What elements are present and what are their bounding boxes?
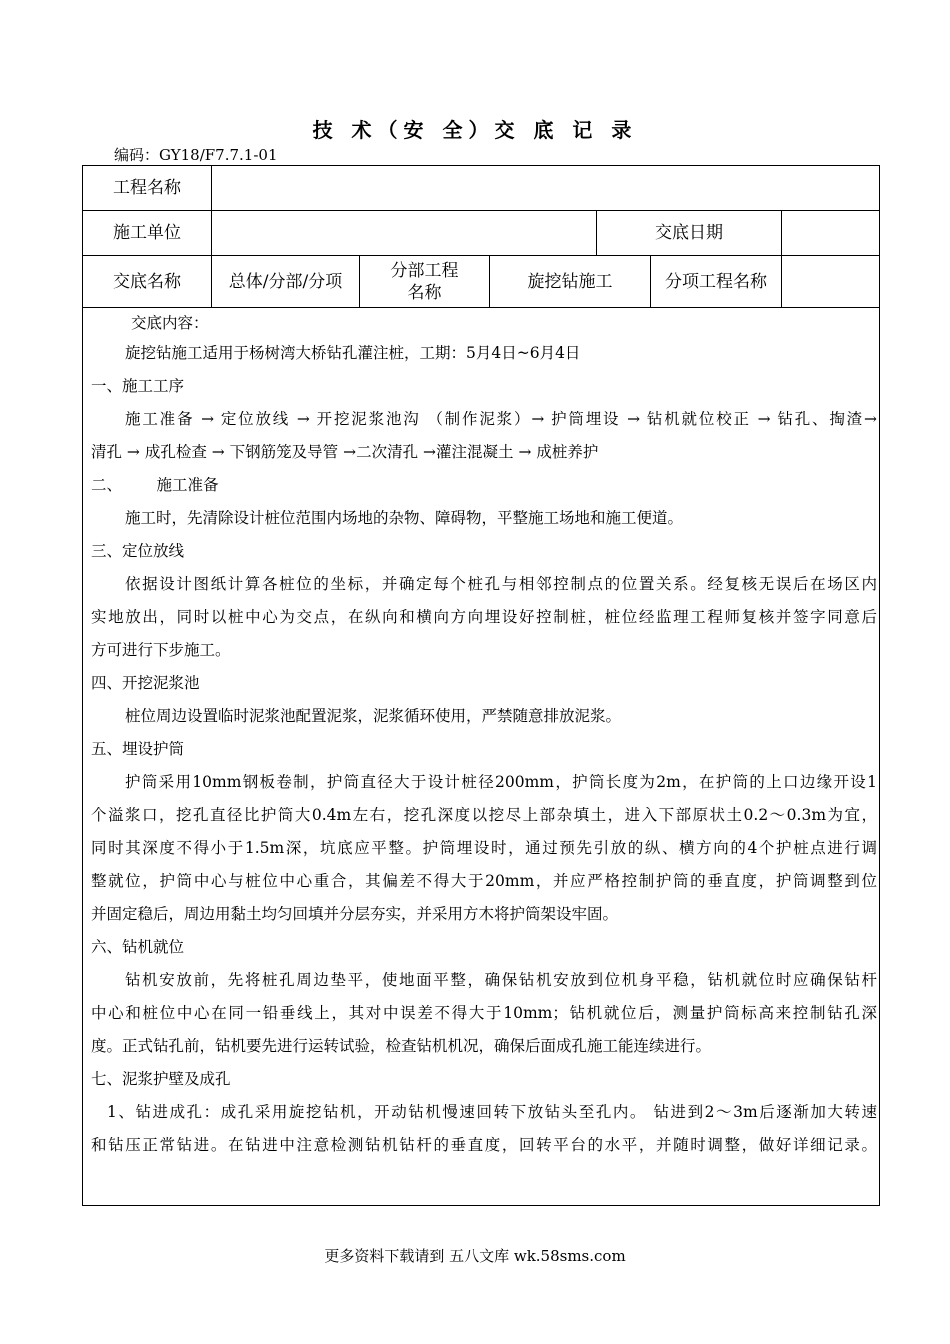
- content-line: 方可进行下步施工。: [91, 641, 231, 659]
- content-line: 中心和桩位中心在同一铅垂线上，其对中误差不得大于10mm；钻机就位后，测量护筒标高来控制钻孔深: [91, 1004, 877, 1022]
- section-heading: 四、开挖泥浆池: [91, 674, 200, 692]
- content-line: 和钻压正常钻进。在钻进中注意检测钻机钻杆的垂直度，回转平台的水平，并随时调整，做好详细记录。: [91, 1136, 877, 1154]
- section-heading: 三、定位放线: [91, 542, 185, 560]
- section-heading: 七、泥浆护壁及成孔: [91, 1070, 231, 1088]
- document-title: 技 术（安 全）交 底 记 录: [312, 118, 638, 142]
- row-project-name: [83, 166, 879, 211]
- topic-label: 交底名称: [113, 271, 181, 292]
- content-line: 桩位周边设置临时泥浆池配置泥浆，泥浆循环使用，严禁随意排放泥浆。: [125, 707, 622, 725]
- row-topic: [83, 256, 879, 308]
- document-code: 编码：GY18/F7.7.1-01: [114, 146, 278, 164]
- date-label: 交底日期: [596, 211, 781, 255]
- row-construction-unit: [83, 211, 879, 256]
- record-table: [82, 165, 880, 1206]
- subproject-value: 旋挖钻施工: [489, 256, 650, 307]
- content-line: 整就位，护筒中心与桩位中心重合，其偏差不得大于20mm，并应严格控制护筒的垂直度，护筒调整到位: [91, 872, 877, 890]
- section-heading: 五、埋设护筒: [91, 740, 185, 758]
- content-line: 施工时，先清除设计桩位范围内场地的杂物、障碍物，平整施工场地和施工便道。: [125, 509, 684, 527]
- unit-value[interactable]: [211, 211, 596, 255]
- unit-label: 施工单位: [113, 223, 181, 243]
- content-line: 同时其深度不得小于1.5m深，坑底应平整。护筒埋设时，通过预先引放的纵、横方向的4个护桩点进行调: [91, 839, 877, 857]
- subproject-label: [359, 256, 489, 307]
- topic-scope: 总体/分部/分项: [211, 256, 359, 307]
- item-label: 分项工程名称: [650, 256, 781, 307]
- project-name-value[interactable]: [211, 166, 879, 210]
- subproject-label-line1: 分部工程: [390, 260, 459, 281]
- section-heading: 六、钻机就位: [91, 938, 185, 956]
- content-line: 依据设计图纸计算各桩位的坐标，并确定每个桩孔与相邻控制点的位置关系。经复核无误后在场区内: [125, 575, 877, 593]
- date-value[interactable]: [781, 211, 879, 255]
- content-line: 个溢浆口，挖孔直径比护筒大0.4m左右，挖孔深度以挖尽上部杂填土，进入下部原状土0.2～0.3m为宜，: [91, 806, 877, 824]
- content-line: 实地放出，同时以桩中心为交点，在纵向和横向方向埋设好控制桩，桩位经监理工程师复核并签字同意后: [91, 608, 877, 626]
- content-line: 度。正式钻孔前，钻机要先进行运转试验，检查钻机机况，确保后面成孔施工能连续进行。: [91, 1037, 712, 1055]
- section-heading: 一、施工工序: [91, 377, 185, 395]
- content-heading: 交底内容：: [131, 314, 209, 332]
- footer-note: 更多资料下载请到 五八文库 wk.58sms.com: [324, 1247, 626, 1265]
- content-line: 并固定稳后，周边用黏土均匀回填并分层夯实，并采用方木将护筒架设牢固。: [91, 905, 619, 923]
- item-value[interactable]: [781, 256, 879, 307]
- section-heading: 二、 施工准备: [91, 476, 219, 494]
- subproject-label-line2: 名称: [407, 282, 442, 303]
- content-line: 钻机安放前，先将桩孔周边垫平，使地面平整，确保钻机安放到位机身平稳，钻机就位时应确保钻杆: [125, 971, 877, 989]
- content-line: 护筒采用10mm钢板卷制，护筒直径大于设计桩径200mm，护筒长度为2m，在护筒的上口边缘开设1: [125, 773, 877, 791]
- project-name-label: 工程名称: [113, 178, 181, 198]
- disclosure-content: [91, 309, 877, 1162]
- content-line: 1、钻进成孔：成孔采用旋挖钻机，开动钻机慢速回转下放钻头至孔内。 钻进到2～3m后逐渐加大转速: [107, 1103, 877, 1121]
- content-line: 施工准备 → 定位放线 → 开挖泥浆池沟 （制作泥浆）→ 护筒埋设 → 钻机就位校正 → 钻孔、掏渣→: [125, 410, 877, 428]
- content-line: 旋挖钻施工适用于杨树湾大桥钻孔灌注桩，工期：5月4日~6月4日: [125, 344, 581, 362]
- content-line: 清孔 → 成孔检查 → 下钢筋笼及导管 →二次清孔 →灌注混凝土 → 成桩养护: [91, 443, 599, 461]
